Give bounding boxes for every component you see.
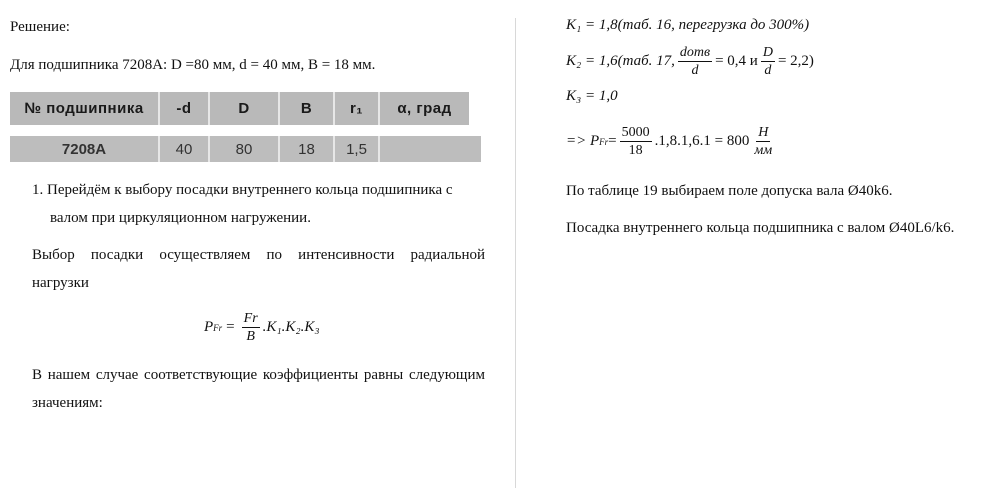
intensity-calculation	[566, 124, 777, 159]
table-header-cell: -d	[160, 92, 210, 125]
table-header-cell: r₁	[335, 92, 380, 125]
tolerance-line: По таблице 19 выбираем поле допуска вала Ø40k6.	[566, 183, 893, 199]
bearing-table-row	[10, 136, 481, 162]
bearing-table-header	[10, 92, 469, 125]
calc-frac-den: 18	[628, 143, 643, 158]
formula-denominator: B	[246, 329, 255, 344]
table-header-cell: № подшипника	[10, 92, 160, 125]
paragraph-line: значениям:	[32, 395, 103, 411]
calc-eq: =	[608, 133, 617, 149]
calc-sub: Fr	[599, 136, 609, 147]
k3-line: K₃ = 1,0	[566, 88, 618, 104]
paragraph-line: нагрузки	[32, 275, 89, 291]
formula-lhs: P	[204, 319, 214, 335]
k2-prefix: K₂ = 1,6(таб. 17,	[566, 53, 675, 69]
table-cell: 40	[160, 136, 210, 162]
calc-unit-den: мм	[754, 143, 773, 158]
table-header-cell: D	[210, 92, 280, 125]
fit-line: Посадка внутреннего кольца подшипника с валом Ø40L6/k6.	[566, 220, 955, 236]
bearing-params-line: Для подшипника 7208А: D =80 мм, d = 40 мм, B = 18 мм.	[10, 57, 376, 73]
table-cell	[380, 136, 481, 162]
k2-frac2-num: D	[762, 45, 773, 60]
table-cell: 7208А	[10, 136, 160, 162]
solution-heading: Решение:	[10, 19, 70, 35]
formula-numerator: Fr	[243, 311, 258, 326]
table-header-cell: B	[280, 92, 335, 125]
formula-lhs-sub: Fr	[213, 322, 223, 333]
k2-frac1-den: d	[691, 63, 699, 78]
table-cell: 1,5	[335, 136, 380, 162]
load-intensity-formula: P Fr = $\frac{Fr}{B}$ .K₁.K₂.K₃	[204, 311, 320, 344]
k1-line: K₁ = 1,8(таб. 16, перегрузка до 300%)	[566, 17, 810, 33]
list-item-1-line-1: 1. Перейдём к выбору посадки внутреннего кольца подшипника с	[32, 182, 453, 198]
calc-frac-num: 5000	[621, 125, 650, 140]
table-header-cell: α, град	[397, 100, 452, 117]
k2-frac2-den: d	[764, 63, 772, 78]
formula-coefficients: .K₁.K₂.K₃	[262, 319, 320, 335]
calc-prefix: => P	[566, 133, 600, 149]
k2-frac1-num: dотв	[679, 45, 711, 60]
table-cell: 80	[210, 136, 280, 162]
k2-mid: = 0,4 и	[715, 53, 758, 69]
calc-unit-num: Н	[758, 125, 769, 140]
k2-line	[566, 44, 814, 79]
table-cell: 18	[280, 136, 335, 162]
k2-suffix: = 2,2)	[777, 53, 814, 69]
calc-mid: .1,8.1,6.1 = 800	[654, 133, 750, 149]
paragraph-line: В нашем случае соответствующие коэффициенты равны следующим	[32, 367, 485, 383]
column-divider	[515, 18, 516, 488]
list-item-1-line-2: валом при циркуляционном нагружении.	[50, 210, 311, 226]
paragraph-line: Выбор посадки осуществляем по интенсивности радиальной	[32, 247, 485, 263]
